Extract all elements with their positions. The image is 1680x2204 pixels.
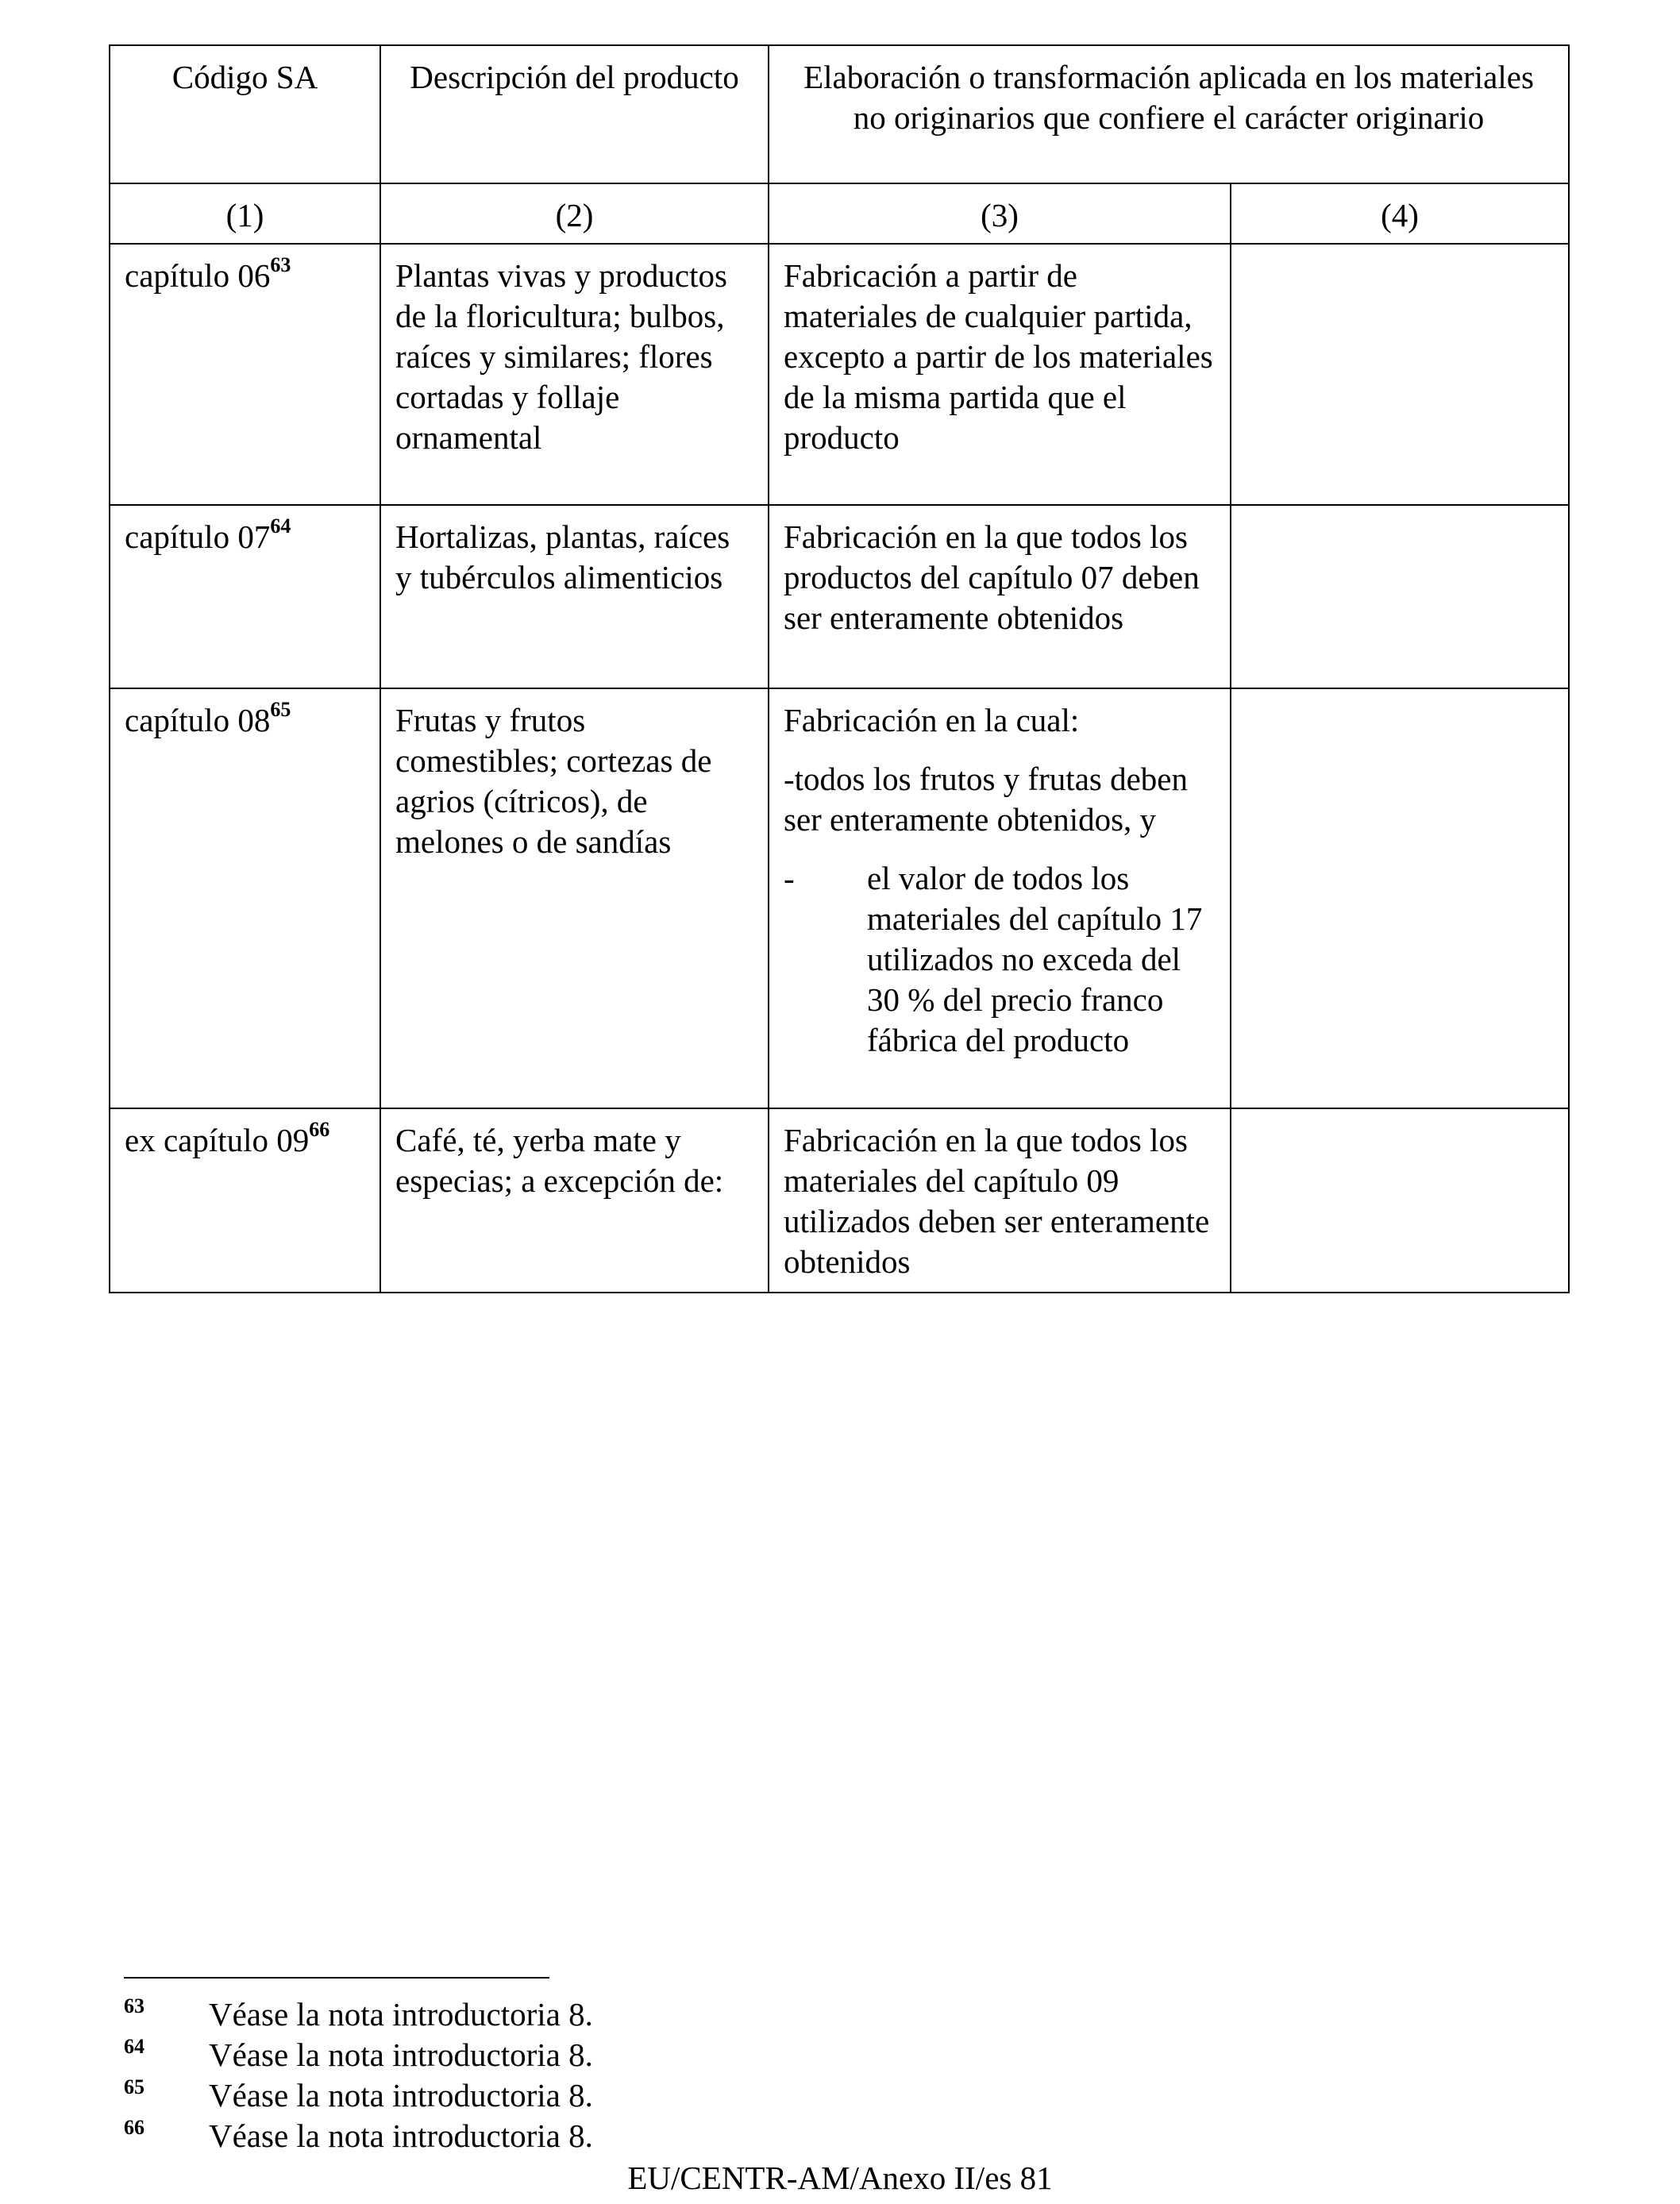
footnote-number: 65 [124,2075,144,2098]
hs-code: capítulo 06 [125,257,271,294]
header-hs-code: Código SA [110,45,380,183]
column-number-row [110,183,1569,244]
hs-code-cell [110,688,380,1108]
rule-intro: Fabricación en la cual: [784,702,1080,738]
product-description: Plantas vivas y productos de la floricultura; bulbos, raíces y similares; flores cortadas y follaje ornamental [380,244,769,505]
footnote-number: 64 [124,2035,144,2058]
hs-code: ex capítulo 09 [125,1122,310,1158]
rule-item: -todos los frutos y frutas deben ser enteramente obtenidos, y [784,761,1188,838]
processing-rule: Fabricación en la que todos los productos del capítulo 07 deben ser enteramente obtenidos [769,505,1231,688]
footnote-separator [124,1977,549,1979]
footnotes [124,1994,593,2156]
rules-table [109,44,1570,1293]
column-number-1: (1) [110,183,380,244]
processing-rule: Fabricación a partir de materiales de cualquier partida, excepto a partir de los materiales de la misma partida que el producto [769,244,1231,505]
footnote-ref[interactable]: 63 [270,253,291,277]
footnote-number: 63 [124,1994,144,2017]
table-row [110,505,1569,688]
column-4-cell [1231,244,1569,505]
column-number-3: (3) [769,183,1231,244]
rule-item-text: el valor de todos los materiales del capítulo 17 utilizados no exceda del 30 % del precio franco fábrica del producto [867,860,1203,1058]
product-description: Frutas y frutos comestibles; cortezas de agrios (cítricos), de melones o de sandías [380,688,769,1108]
column-4-cell [1231,505,1569,688]
table-row [110,688,1569,1108]
footnote-text: Véase la nota introductoria 8. [209,2077,593,2113]
header-product-description: Descripción del producto [380,45,769,183]
column-4-cell [1231,688,1569,1108]
column-number-2: (2) [380,183,769,244]
product-description: Café, té, yerba mate y especias; a excepción de: [380,1108,769,1293]
table-header-row [110,45,1569,183]
processing-rule [769,688,1231,1108]
header-working-processing: Elaboración o transformación aplicada en los materiales no originarios que confiere el carácter originario [769,45,1569,183]
footnote [124,2075,593,2116]
table-row [110,244,1569,505]
footnote-ref[interactable]: 65 [270,698,291,722]
column-number-4: (4) [1231,183,1569,244]
table-row [110,1108,1569,1293]
rule-item [784,858,1216,1061]
processing-rule: Fabricación en la que todos los materiales del capítulo 09 utilizados deben ser enteramente obtenidos [769,1108,1231,1293]
hs-code: capítulo 08 [125,702,271,738]
footnote-text: Véase la nota introductoria 8. [209,2036,593,2073]
hs-code-cell [110,244,380,505]
footnote-ref[interactable]: 66 [309,1118,330,1142]
page-footer: EU/CENTR-AM/Anexo II/es 81 [627,2160,1053,2196]
hs-code-cell [110,1108,380,1293]
footnote-ref[interactable]: 64 [270,514,291,538]
footnote-text: Véase la nota introductoria 8. [209,2117,593,2154]
hs-code: capítulo 07 [125,518,271,555]
footnote [124,2035,593,2075]
footnote [124,1994,593,2035]
footnote [124,2116,593,2156]
list-dash: - [784,860,795,896]
column-4-cell [1231,1108,1569,1293]
footnote-text: Véase la nota introductoria 8. [209,1996,593,2033]
product-description: Hortalizas, plantas, raíces y tubérculos alimenticios [380,505,769,688]
footnote-number: 66 [124,2116,144,2139]
hs-code-cell [110,505,380,688]
